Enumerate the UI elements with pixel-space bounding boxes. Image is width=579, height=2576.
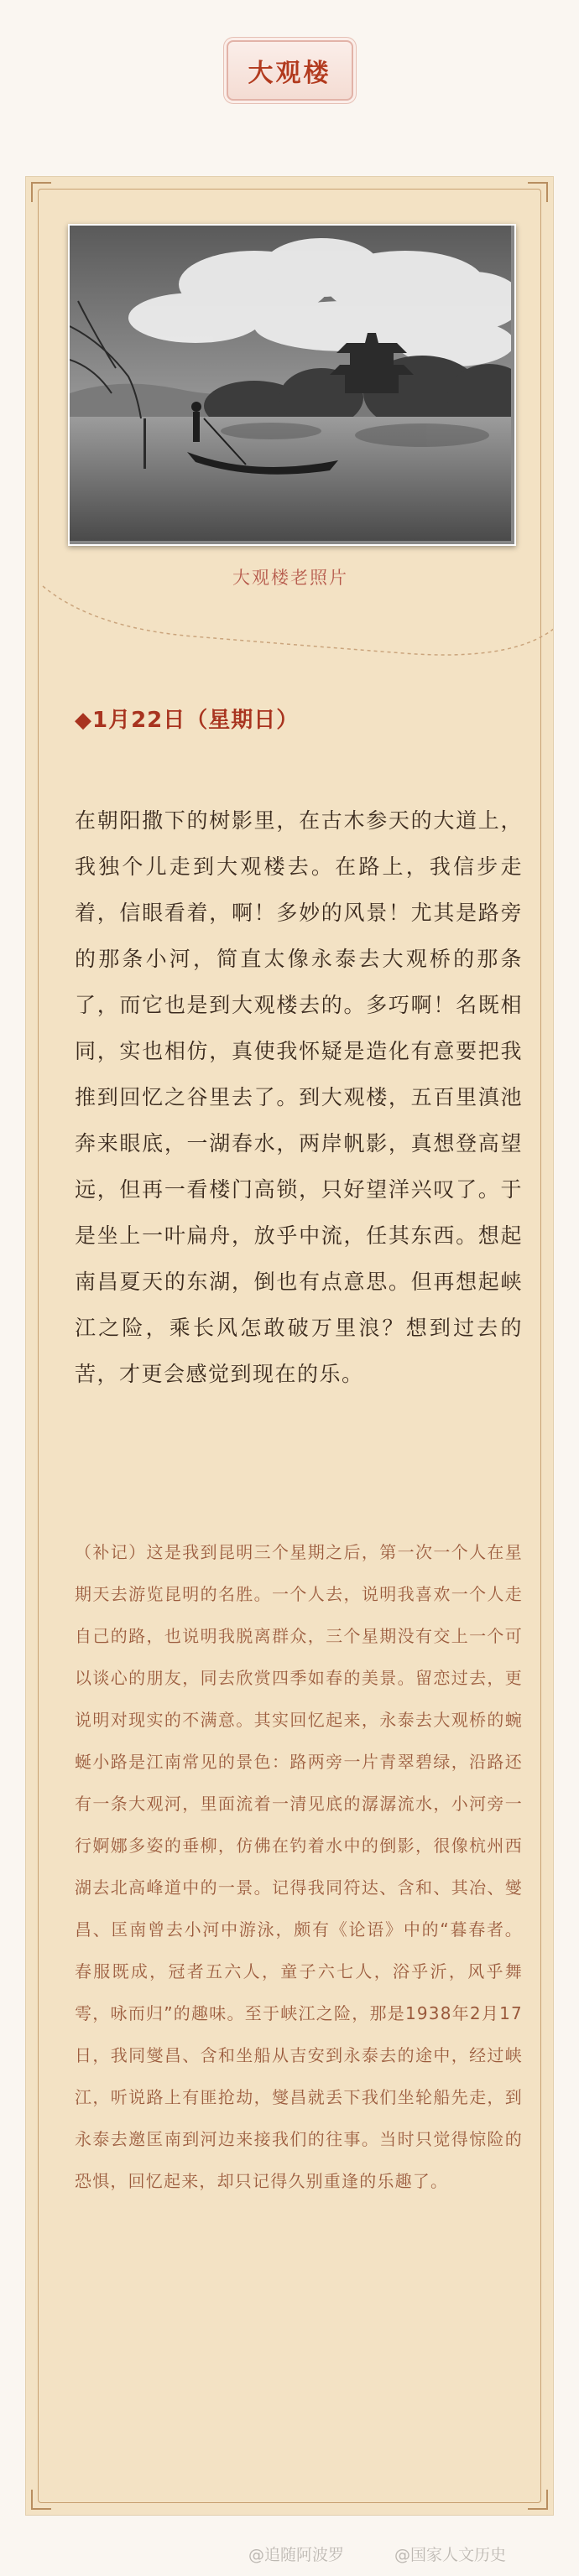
article-card [25,176,554,2516]
corner-ornament-icon [31,2490,51,2510]
diary-entry-text: 在朝阳撒下的树影里，在古木参天的大道上，我独个儿走到大观楼去。在路上，我信步走着，信眼看着，啊！多妙的风景！尤其是路旁的那条小河，简直太像永泰去大观桥的那条了，而它也是到大观楼去的。多巧啊！名既相同，实也相仿，真使我怀疑是造化有意要把我推到回忆之谷里去了。到大观楼，五百里滇池奔来眼底，一湖春水，两岸帆影，真想登高望远，但再一看楼门高锁，只好望洋兴叹了。于是坐上一叶扁舟，放乎中流，任其东西。想起南昌夏天的东湖，倒也有点意思。但再想起峡江之险，乘长风怎敢破万里浪？想到过去的苦，才更会感觉到现在的乐。 [75,808,523,1386]
old-photo [68,224,516,546]
watermark-right: @国家人文历史 [394,2546,507,2564]
watermark-left: @追随阿波罗 [248,2546,345,2564]
old-photo-image [70,226,511,541]
corner-ornament-icon [31,182,51,202]
page-title: 大观楼 [227,40,353,101]
photo-caption: 大观楼老照片 [232,568,348,588]
entry-date: ◆1月22日（星期日） [75,708,300,733]
corner-ornament-icon [528,182,548,202]
decorative-wave-divider [26,578,554,678]
corner-ornament-icon [528,2490,548,2510]
title-area [0,40,579,101]
supplementary-note-text: （补记）这是我到昆明三个星期之后，第一次一个人在星期天去游览昆明的名胜。一个人去，说明我喜欢一个人走自己的路，也说明我脱离群众，三个星期没有交上一个可以谈心的朋友，同去欣赏四季如春的美景。留恋过去，更说明对现实的不满意。其实回忆起来，永泰去大观桥的蜿蜒小路是江南常见的景色：路两旁一片青翠碧绿，沿路还有一条大观河，里面流着一清见底的潺潺流水，小河旁一行婀娜多姿的垂柳，仿佛在钓着水中的倒影，很像杭州西湖去北高峰道中的一景。记得我同符达、含和、其冶、燮昌、匡南曾去小河中游泳，颇有《论语》中的“暮春者。春服既成，冠者五六人，童子六七人，浴乎沂，风乎舞雩，咏而归”的趣味。至于峡江之险，那是1938年2月17日，我同燮昌、含和坐船从吉安到永泰去的途中，经过峡江，听说路上有匪抢劫，燮昌就丢下我们坐轮船先走，到永泰去邀匡南到河边来接我们的往事。当时只觉得惊险的恐惧，回忆起来，却只记得久别重逢的乐趣了。 [75,1542,523,2191]
